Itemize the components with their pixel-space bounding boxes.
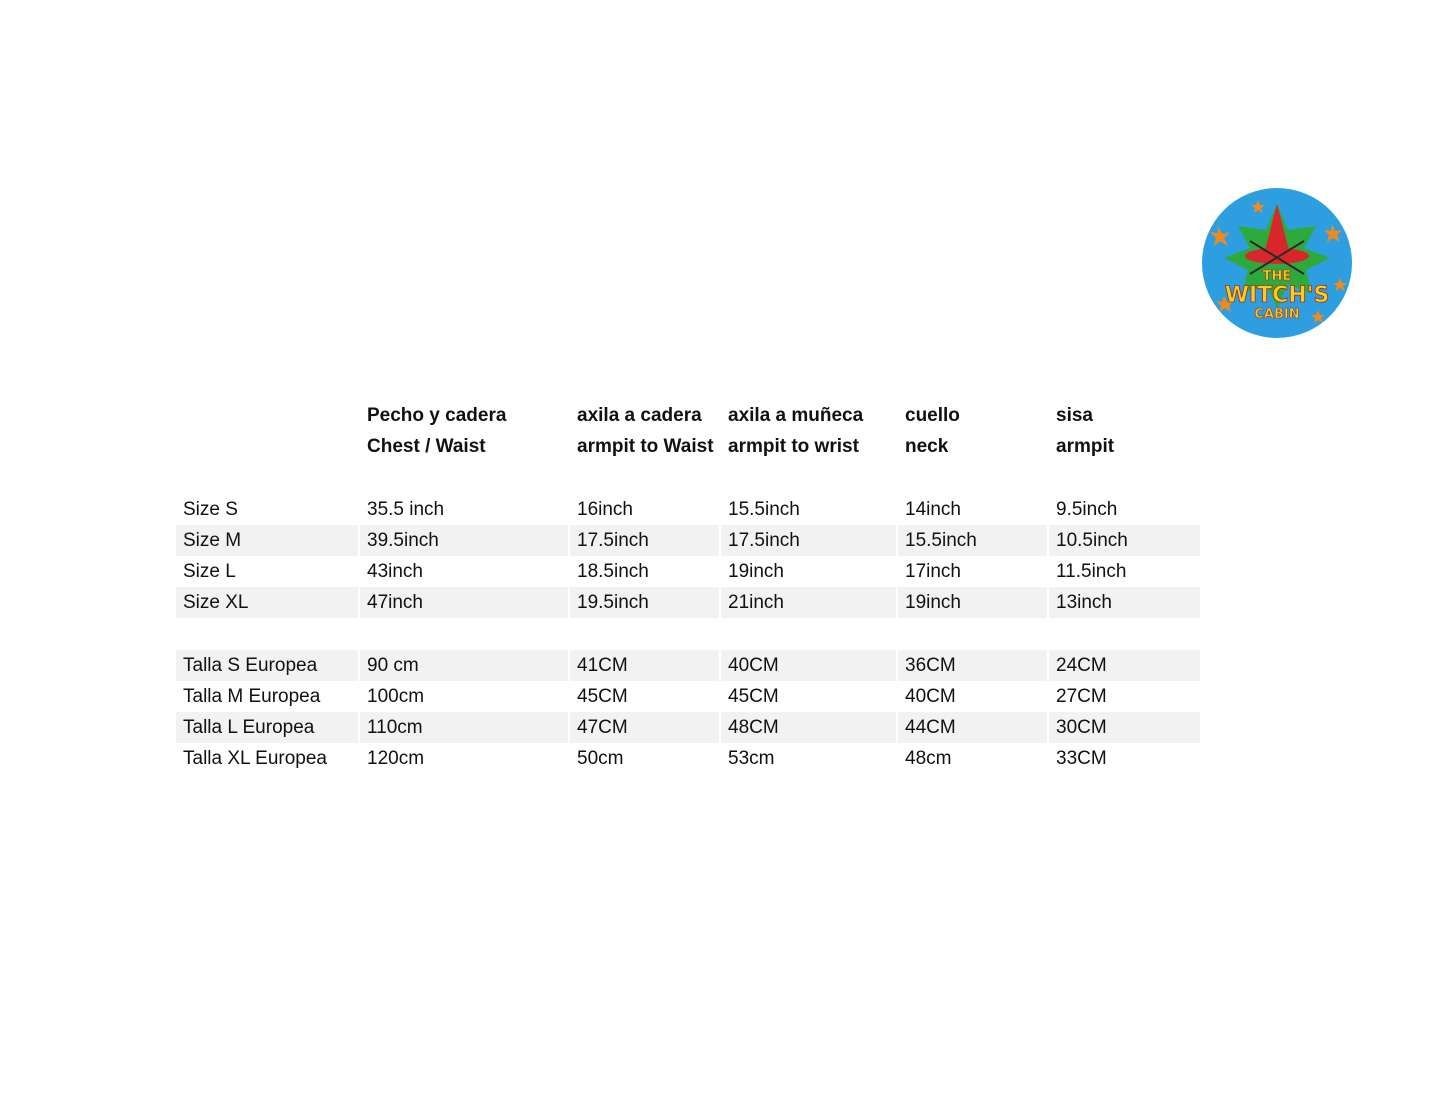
logo-text-the: THE	[1262, 269, 1292, 284]
table-row-talla-l	[176, 712, 1202, 743]
table-cell: 24CM	[1049, 650, 1200, 681]
table-cell: 18.5inch	[577, 560, 649, 582]
table-cell: 41CM	[570, 650, 719, 681]
table-cell: Talla M Europea	[183, 685, 321, 707]
table-cell: 13inch	[1049, 587, 1200, 618]
table-cell: 14inch	[905, 498, 961, 520]
table-cell: 45CM	[728, 685, 779, 707]
table-cell: 30CM	[1049, 712, 1200, 743]
table-cell: 15.5inch	[898, 525, 1047, 556]
table-cell: Talla S Europea	[176, 650, 358, 681]
table-cell: 53cm	[728, 747, 775, 769]
table-cell: 27CM	[1056, 685, 1107, 707]
header-cell: armpit to wrist	[728, 435, 859, 457]
table-cell: 35.5 inch	[367, 498, 445, 520]
header-cell: neck	[905, 435, 949, 457]
table-cell: 11.5inch	[1056, 560, 1127, 582]
table-cell: 16inch	[577, 498, 633, 520]
table-cell: Talla XL Europea	[183, 747, 328, 769]
witch-cabin-logo	[1200, 186, 1354, 340]
header-cell: Chest / Waist	[367, 435, 486, 457]
header-cell: axila a muñeca	[728, 404, 864, 426]
table-cell: 15.5inch	[728, 498, 800, 520]
header-cell: sisa	[1056, 404, 1093, 426]
table-cell: 43inch	[367, 560, 423, 582]
table-cell: 48CM	[721, 712, 896, 743]
spacer	[176, 618, 1202, 650]
header-row-spanish	[176, 400, 1202, 431]
table-cell: 33CM	[1056, 747, 1107, 769]
table-row-talla-xl	[176, 743, 1202, 774]
table-cell: 40CM	[721, 650, 896, 681]
table-cell: 36CM	[898, 650, 1047, 681]
table-cell: 19.5inch	[570, 587, 719, 618]
table-cell: 100cm	[367, 685, 425, 707]
table-cell: 17inch	[905, 560, 961, 582]
table-cell: 17.5inch	[721, 525, 896, 556]
logo-text-cabin: CABIN	[1254, 307, 1300, 322]
table-cell: 48cm	[905, 747, 952, 769]
table-cell: 50cm	[577, 747, 624, 769]
header-cell	[176, 431, 358, 462]
table-cell: 19inch	[898, 587, 1047, 618]
spacer	[176, 462, 1202, 494]
table-cell: 9.5inch	[1056, 498, 1118, 520]
table-cell: Size L	[183, 560, 236, 582]
table-cell: 44CM	[898, 712, 1047, 743]
witch-hat-leaf-icon	[1200, 186, 1354, 340]
table-cell: 90 cm	[360, 650, 568, 681]
table-cell: Size M	[176, 525, 358, 556]
table-row-talla-m	[176, 681, 1202, 712]
table-cell: Size S	[183, 498, 238, 520]
table-cell: 19inch	[728, 560, 784, 582]
table-cell: Talla L Europea	[176, 712, 358, 743]
header-row-english	[176, 431, 1202, 462]
table-cell: 17.5inch	[570, 525, 719, 556]
size-chart-table	[176, 400, 1202, 774]
table-row-size-s	[176, 494, 1202, 525]
table-cell: 21inch	[721, 587, 896, 618]
table-cell: 47CM	[570, 712, 719, 743]
header-cell	[176, 400, 358, 431]
table-cell: 47inch	[360, 587, 568, 618]
logo-text-witchs: WITCH'S	[1224, 283, 1330, 308]
table-cell: 39.5inch	[360, 525, 568, 556]
table-cell: 110cm	[360, 712, 568, 743]
table-row-talla-s	[176, 650, 1202, 681]
header-cell: armpit to Waist	[577, 435, 714, 457]
table-cell: 45CM	[577, 685, 628, 707]
table-cell: 10.5inch	[1049, 525, 1200, 556]
table-cell: Size XL	[176, 587, 358, 618]
table-cell: 40CM	[905, 685, 956, 707]
table-row-size-m	[176, 525, 1202, 556]
table-row-size-l	[176, 556, 1202, 587]
header-cell: cuello	[905, 404, 960, 426]
table-cell: 120cm	[367, 747, 425, 769]
header-cell: Pecho y cadera	[367, 404, 507, 426]
header-cell: armpit	[1056, 435, 1115, 457]
table-row-size-xl	[176, 587, 1202, 618]
header-cell: axila a cadera	[577, 404, 702, 426]
